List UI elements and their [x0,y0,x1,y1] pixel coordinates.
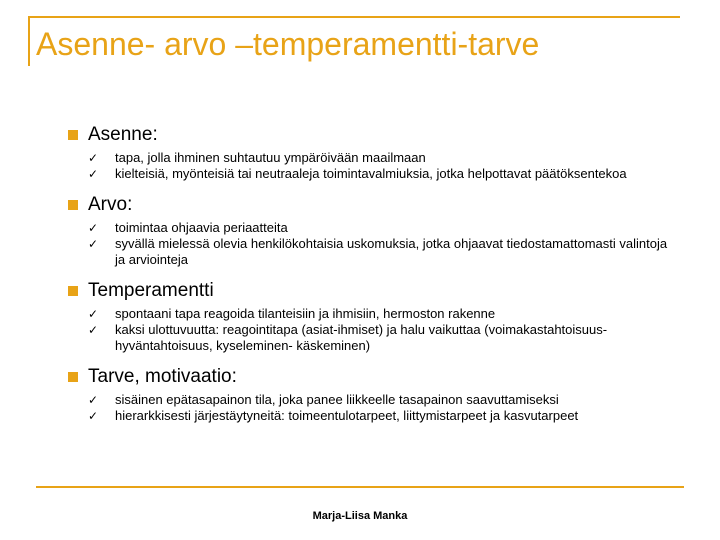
list-item [88,236,668,268]
item-text: tapa, jolla ihminen suhtautuu ympäröivään maailmaan [115,150,426,165]
heading-text: Asenne: [88,124,158,145]
square-bullet-icon [68,372,78,382]
item-text: sisäinen epätasapainon tila, joka panee liikkeelle tasapainon saavuttamiseksi [115,392,559,407]
item-text: syvällä mielessä olevia henkilökohtaisia uskomuksia, jotka ohjaavat tiedostamattomasti valintoja ja arviointeja [115,236,668,267]
footer-divider [36,486,684,488]
section-asenne [68,122,668,182]
list-item [88,150,668,166]
square-bullet-icon [68,286,78,296]
item-text: spontaani tapa reagoida tilanteisiin ja ihmisiin, hermoston rakenne [115,306,496,321]
list-item [88,392,668,408]
heading-text: Arvo: [88,194,133,215]
checkmark-icon: ✓ [88,393,99,407]
list-item [88,408,668,424]
item-text: kaksi ulottuvuutta: reagointitapa (asiat-ihmiset) ja halu vaikuttaa (voimakastahtoisuus-hyväntahtoisuus, kyseleminen- käskeminen) [115,322,608,353]
section-temperamentti [68,278,668,354]
title-frame-left [28,16,30,66]
checkmark-icon: ✓ [88,409,99,423]
section-heading [68,122,668,148]
list-item [88,220,668,236]
item-text: kielteisiä, myönteisiä tai neutraaleja toimintavalmiuksia, jotka helpottavat päätöksentekoa [115,166,627,181]
list-item [88,306,668,322]
list-item [88,322,668,354]
item-text: hierarkkisesti järjestäytyneitä: toimeentulotarpeet, liittymistarpeet ja kasvutarpeet [115,408,579,423]
checkmark-icon: ✓ [88,323,99,337]
slide-content [68,122,668,434]
checkmark-icon: ✓ [88,167,99,181]
section-arvo [68,192,668,268]
section-heading [68,364,668,390]
footer-author: Marja-Liisa Manka [312,510,408,522]
section-tarve [68,364,668,424]
heading-text: Temperamentti [88,280,214,301]
square-bullet-icon [68,130,78,140]
list-item [88,166,668,182]
slide-title: Asenne- arvo –temperamentti-tarve [36,26,540,62]
heading-text: Tarve, motivaatio: [88,366,237,387]
checkmark-icon: ✓ [88,221,99,235]
title-frame-top [28,16,680,18]
checkmark-icon: ✓ [88,151,99,165]
section-heading [68,192,668,218]
checkmark-icon: ✓ [88,237,99,251]
square-bullet-icon [68,200,78,210]
checkmark-icon: ✓ [88,307,99,321]
item-text: toimintaa ohjaavia periaatteita [115,220,288,235]
section-heading [68,278,668,304]
